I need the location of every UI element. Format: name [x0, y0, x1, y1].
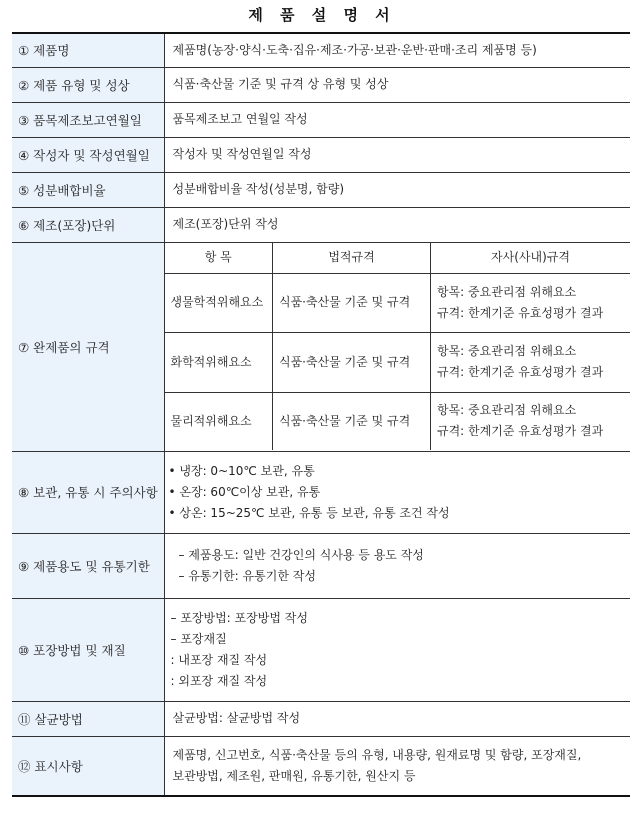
spec-item-name: 물리적위해요소: [165, 392, 273, 450]
spec-row: [165, 332, 631, 392]
spec-item-own: [431, 392, 631, 450]
table-row: [12, 701, 630, 736]
labeling-line: 제품명, 신고번호, 식품·축산물 등의 유형, 내용량, 원재료명 및 함량, 포장재질,: [172, 747, 582, 762]
row-label-ingredients: ⑤ 성분배합비율: [12, 172, 164, 207]
row-label-labeling: ⑫ 표시사항: [12, 736, 164, 796]
labeling-line: 보관방법, 제조원, 판매원, 유통기한, 원산지 등: [172, 768, 416, 783]
row-label-packing: ⑩ 포장방법 및 재질: [12, 598, 164, 701]
spec-header-item: 항 목: [165, 243, 273, 273]
row-content-author: 작성자 및 작성연월일 작성: [164, 137, 630, 172]
spec-table: [165, 243, 631, 450]
spec-item-own: [431, 273, 631, 332]
table-row: [12, 207, 630, 242]
spec-row: [165, 273, 631, 332]
row-content-labeling: [164, 736, 630, 796]
usage-line: – 유통기한: 유통기한 작성: [178, 568, 316, 583]
row-content-unit: 제조(포장)단위 작성: [164, 207, 630, 242]
row-content-packing: [164, 598, 630, 701]
spec-item-name: 생물학적위해요소: [165, 273, 273, 332]
usage-line: – 제품용도: 일반 건강인의 식사용 등 용도 작성: [178, 547, 424, 562]
row-content-usage: [164, 533, 630, 598]
spec-item-own: [431, 332, 631, 392]
product-description-table: [12, 32, 630, 797]
table-row: [12, 137, 630, 172]
table-row: [12, 242, 630, 451]
spec-own-line: 규격: 한계기준 유효성평가 결과: [437, 365, 604, 379]
row-label-storage: ⑧ 보관, 유통 시 주의사항: [12, 451, 164, 533]
row-label-unit: ⑥ 제조(포장)단위: [12, 207, 164, 242]
spec-own-line: 항목: 중요관리점 위해요소: [437, 403, 577, 418]
table-row: [12, 736, 630, 796]
table-row: [12, 451, 630, 533]
spec-item-legal: 식품·축산물 기준 및 규격: [273, 273, 431, 332]
row-label-report-date: ③ 품목제조보고연월일: [12, 102, 164, 137]
row-label-product-type: ② 제품 유형 및 성상: [12, 67, 164, 102]
row-label-author: ④ 작성자 및 작성연월일: [12, 137, 164, 172]
table-row: [12, 172, 630, 207]
table-row: [12, 533, 630, 598]
table-row: [12, 33, 630, 67]
row-content-storage: [164, 451, 630, 533]
packing-line: : 외포장 재질 작성: [170, 673, 268, 688]
storage-line: • 상온: 15~25℃ 보관, 유통 등 보관, 유통 조건 작성: [168, 505, 450, 520]
row-label-spec: ⑦ 완제품의 규격: [12, 242, 164, 451]
table-row: [12, 598, 630, 701]
spec-header-legal: 법적규격: [273, 243, 431, 273]
table-row: [12, 102, 630, 137]
row-content-sterilization: 살균방법: 살균방법 작성: [164, 701, 630, 736]
row-label-sterilization: ⑪ 살균방법: [12, 701, 164, 736]
packing-line: – 포장재질: [170, 631, 227, 646]
spec-own-line: 항목: 중요관리점 위해요소: [437, 284, 577, 299]
row-content-ingredients: 성분배합비율 작성(성분명, 함량): [164, 172, 630, 207]
packing-line: – 포장방법: 포장방법 작성: [170, 610, 308, 625]
row-content-report-date: 품목제조보고 연월일 작성: [164, 102, 630, 137]
spec-own-line: 항목: 중요관리점 위해요소: [437, 344, 577, 358]
spec-cell: [164, 242, 630, 451]
row-label-product-name: ① 제품명: [12, 33, 164, 67]
spec-own-line: 규격: 한계기준 유효성평가 결과: [437, 305, 604, 320]
spec-item-legal: 식품·축산물 기준 및 규격: [273, 392, 431, 450]
packing-line: : 내포장 재질 작성: [170, 652, 268, 667]
spec-header-own: 자사(사내)규격: [431, 243, 631, 273]
spec-item-name: 화학적위해요소: [165, 332, 273, 392]
table-row: [12, 67, 630, 102]
spec-row: [165, 392, 631, 450]
spec-item-legal: 식품·축산물 기준 및 규격: [273, 332, 431, 392]
row-label-usage: ⑨ 제품용도 및 유통기한: [12, 533, 164, 598]
storage-line: • 냉장: 0~10℃ 보관, 유통: [168, 463, 315, 478]
spec-header-row: [165, 243, 631, 273]
row-content-product-name: 제품명(농장·양식·도축·집유·제조·가공·보관·운반·판매·조리 제품명 등): [164, 33, 630, 67]
spec-own-line: 규격: 한계기준 유효성평가 결과: [437, 424, 604, 439]
document-title: 제 품 설 명 서: [248, 6, 396, 24]
storage-line: • 온장: 60℃이상 보관, 유통: [168, 484, 321, 499]
row-content-product-type: 식품·축산물 기준 및 규격 상 유형 및 성상: [164, 67, 630, 102]
